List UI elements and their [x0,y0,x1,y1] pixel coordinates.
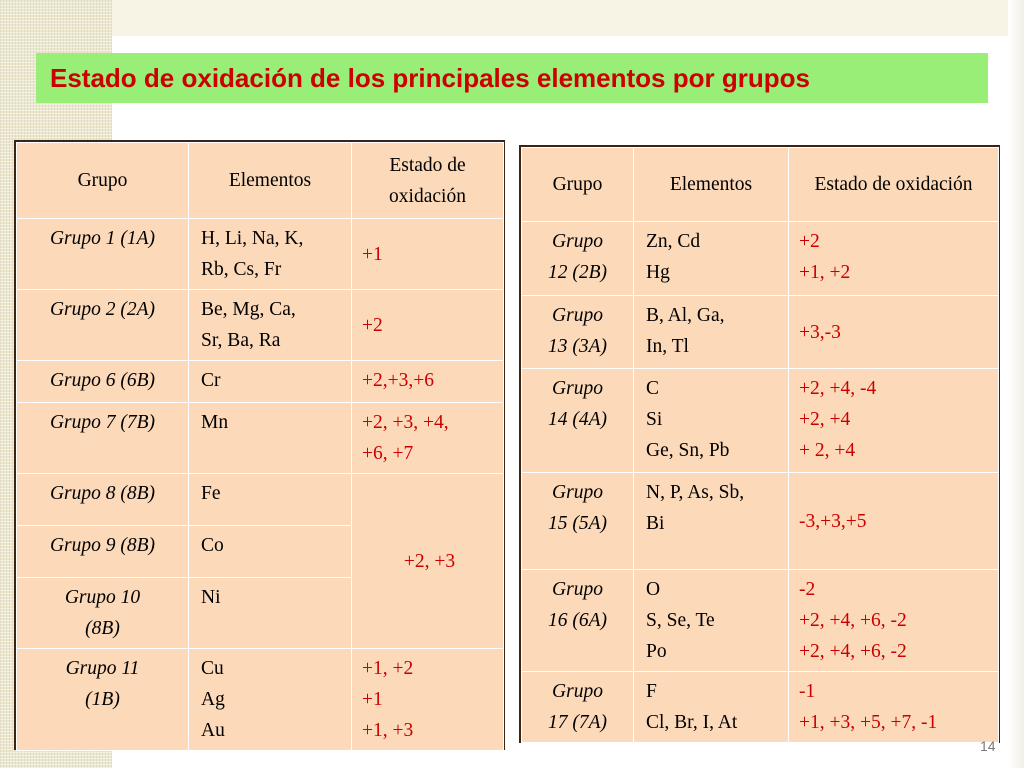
oxidation-cell: +2 [352,290,504,361]
page-number: 14 [980,738,996,754]
oxidation-cell: +2 +1, +2 [789,222,999,296]
elements-cell: B, Al, Ga, In, Tl [634,296,789,369]
group-cell: Grupo 14 (4A) [522,369,634,473]
right-oxidation-table [521,147,999,743]
header-estado-oxidacion: Estado de oxidación [352,143,504,219]
elements-cell: H, Li, Na, K, Rb, Cs, Fr [189,219,352,290]
elements-cell: Cr [189,361,352,403]
table-row [17,290,504,361]
table-row [17,219,504,290]
table-row [17,361,504,403]
group-cell: Grupo 16 (6A) [522,570,634,672]
group-cell: Grupo 10 (8B) [17,578,189,649]
title-banner [36,53,988,103]
table-row [522,222,999,296]
oxidation-cell: -3,+3,+5 [789,473,999,570]
elements-cell: Co [189,526,352,578]
table-row [522,473,999,570]
group-cell: Grupo 15 (5A) [522,473,634,570]
table-row [17,403,504,474]
table-row [522,296,999,369]
header-elementos: Elementos [189,143,352,219]
elements-cell: Fe [189,474,352,526]
group-cell: Grupo 6 (6B) [17,361,189,403]
elements-cell: Cu Ag Au [189,649,352,751]
oxidation-cell: +2, +3, +4, +6, +7 [352,403,504,474]
table-header-row [17,143,504,219]
page-title: Estado de oxidación de los principales elementos por grupos [50,62,810,93]
header-grupo: Grupo [17,143,189,219]
elements-cell: Zn, Cd Hg [634,222,789,296]
right-edge-shadow [1008,0,1024,768]
elements-cell: C Si Ge, Sn, Pb [634,369,789,473]
oxidation-cell: +3,-3 [789,296,999,369]
oxidation-cell: +2, +4, -4 +2, +4 + 2, +4 [789,369,999,473]
group-cell: Grupo 13 (3A) [522,296,634,369]
group-cell: Grupo 1 (1A) [17,219,189,290]
group-cell: Grupo 17 (7A) [522,672,634,743]
oxidation-cell-merged: +2, +3 [352,474,504,649]
group-cell: Grupo 11 (1B) [17,649,189,751]
table-row [522,672,999,743]
header-elementos: Elementos [634,148,789,222]
oxidation-cell: +1 [352,219,504,290]
top-background-strip [0,0,1024,36]
elements-cell: Ni [189,578,352,649]
elements-cell: N, P, As, Sb, Bi [634,473,789,570]
table-row [17,474,504,526]
group-cell: Grupo 12 (2B) [522,222,634,296]
elements-cell: F Cl, Br, I, At [634,672,789,743]
group-cell: Grupo 8 (8B) [17,474,189,526]
oxidation-cell: -1 +1, +3, +5, +7, -1 [789,672,999,743]
table-row [522,570,999,672]
group-cell: Grupo 9 (8B) [17,526,189,578]
group-cell: Grupo 2 (2A) [17,290,189,361]
table-row [17,649,504,751]
left-oxidation-table [16,142,504,751]
header-grupo: Grupo [522,148,634,222]
header-estado-oxidacion: Estado de oxidación [789,148,999,222]
group-cell: Grupo 7 (7B) [17,403,189,474]
elements-cell: Be, Mg, Ca, Sr, Ba, Ra [189,290,352,361]
elements-cell: O S, Se, Te Po [634,570,789,672]
elements-cell: Mn [189,403,352,474]
oxidation-cell: +1, +2 +1 +1, +3 [352,649,504,751]
oxidation-cell: -2 +2, +4, +6, -2 +2, +4, +6, -2 [789,570,999,672]
oxidation-cell: +2,+3,+6 [352,361,504,403]
table-header-row [522,148,999,222]
table-row [522,369,999,473]
